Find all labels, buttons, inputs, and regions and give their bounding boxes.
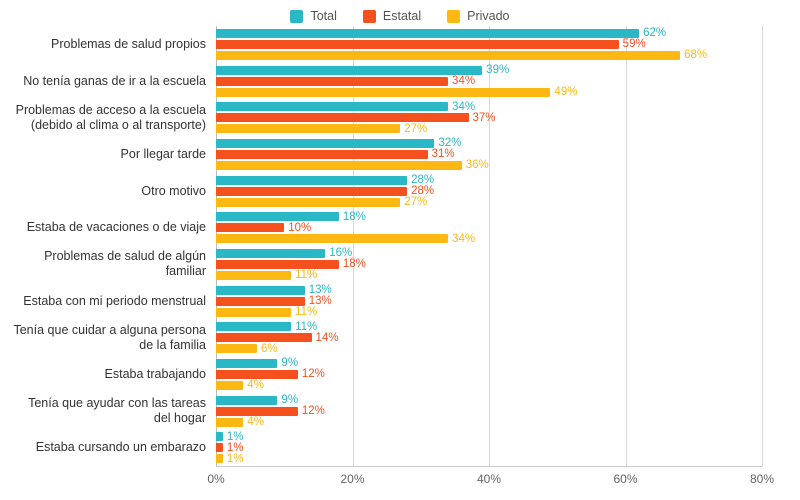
bar-value-label: 4% — [247, 379, 264, 392]
bar-value-label: 1% — [226, 430, 244, 443]
bar-value-label: 34% — [452, 75, 476, 87]
x-tick-label: 20% — [340, 472, 365, 486]
chart-legend — [0, 6, 800, 26]
bar-value-label: 59% — [622, 38, 646, 51]
category-label-line: Estaba trabajando — [104, 366, 206, 381]
bar-value-label: 27% — [404, 196, 428, 208]
gridline — [626, 26, 627, 466]
bar-value-label: 68% — [684, 49, 708, 62]
bar-privado[interactable] — [216, 161, 462, 170]
bar-privado[interactable] — [216, 51, 680, 60]
bar-estatal[interactable] — [216, 333, 312, 342]
bar-value-label: 32% — [438, 137, 462, 150]
bar-value-label: 36% — [465, 159, 489, 172]
category-label — [0, 184, 206, 199]
bar-estatal[interactable] — [216, 260, 339, 269]
x-axis-line — [216, 466, 762, 467]
legend-swatch-icon — [363, 10, 376, 23]
bar-total[interactable] — [216, 396, 277, 405]
bar-value-label: 12% — [301, 368, 325, 381]
bar-value-label: 1% — [226, 441, 244, 454]
category-label-line: Por llegar tarde — [120, 146, 206, 161]
bar-privado[interactable] — [216, 381, 243, 390]
bar-total[interactable] — [216, 286, 305, 295]
bar-total[interactable] — [216, 66, 482, 75]
bar-value-label: 9% — [281, 357, 299, 370]
legend-swatch-icon — [447, 10, 460, 23]
bar-total[interactable] — [216, 139, 434, 148]
bar-total[interactable] — [216, 212, 339, 221]
bar-value-label: 18% — [342, 258, 366, 271]
bar-value-label: 34% — [452, 100, 476, 113]
bar-estatal[interactable] — [216, 370, 298, 379]
category-label-line: Estaba de vacaciones o de viaje — [26, 220, 206, 235]
category-label-line: familiar — [165, 264, 206, 279]
category-label-line: Problemas de salud de algún — [44, 249, 206, 264]
legend-item-total[interactable] — [290, 9, 336, 23]
bar-value-label: 34% — [452, 232, 476, 245]
bar-value-label: 62% — [643, 27, 667, 40]
category-label — [0, 367, 206, 382]
bar-value-label: 28% — [411, 185, 435, 197]
bar-value-label: 10% — [288, 221, 312, 234]
bar-value-label: 1% — [226, 452, 244, 465]
category-label — [0, 74, 206, 89]
bar-value-label: 4% — [247, 416, 264, 428]
category-label — [0, 249, 206, 279]
category-label — [0, 220, 206, 235]
bar-total[interactable] — [216, 432, 223, 441]
bar-value-label: 12% — [301, 405, 325, 417]
bar-privado[interactable] — [216, 344, 257, 353]
bar-value-label: 37% — [472, 111, 496, 124]
bar-value-label: 28% — [411, 174, 435, 186]
bar-value-label: 27% — [404, 122, 428, 135]
bar-value-label: 39% — [486, 64, 510, 76]
bar-value-label: 31% — [431, 148, 455, 161]
bar-total[interactable] — [216, 249, 325, 258]
bar-privado[interactable] — [216, 198, 400, 207]
legend-swatch-icon — [290, 10, 303, 23]
category-label-line: No tenía ganas de ir a la escuela — [23, 73, 206, 88]
bar-privado[interactable] — [216, 124, 400, 133]
bar-total[interactable] — [216, 322, 291, 331]
legend-item-estatal[interactable] — [363, 9, 421, 23]
bar-value-label: 13% — [308, 284, 332, 296]
bar-estatal[interactable] — [216, 407, 298, 416]
bar-estatal[interactable] — [216, 77, 448, 86]
bar-total[interactable] — [216, 29, 639, 38]
bar-estatal[interactable] — [216, 187, 407, 196]
bar-estatal[interactable] — [216, 40, 619, 49]
gridline — [762, 26, 763, 466]
x-tick-label: 60% — [613, 472, 638, 486]
legend-item-label: Estatal — [382, 9, 422, 23]
legend-item-privado[interactable] — [447, 9, 509, 23]
category-label — [0, 147, 206, 162]
legend-item-label: Total — [310, 9, 337, 23]
category-label-line: Otro motivo — [141, 183, 206, 198]
category-label — [0, 396, 206, 426]
bar-estatal[interactable] — [216, 113, 469, 122]
category-label-line: (debido al clima o al transporte) — [30, 117, 206, 132]
category-label — [0, 294, 206, 309]
category-label-line: Estaba con mi periodo menstrual — [23, 293, 206, 308]
bar-value-label: 18% — [342, 210, 366, 223]
x-tick-label: 80% — [749, 472, 775, 486]
category-label — [0, 323, 206, 353]
plot-area — [216, 26, 762, 466]
bar-value-label: 11% — [295, 320, 318, 333]
x-tick-label: 40% — [476, 472, 502, 486]
bar-value-label: 11% — [295, 306, 318, 318]
bar-value-label: 11% — [295, 269, 318, 282]
bar-value-label: 16% — [329, 247, 353, 260]
bar-total[interactable] — [216, 359, 277, 368]
bar-value-label: 14% — [315, 331, 339, 344]
bar-privado[interactable] — [216, 271, 291, 280]
bar-estatal[interactable] — [216, 223, 284, 232]
bar-value-label: 49% — [554, 86, 578, 98]
x-tick-label: 0% — [207, 472, 225, 486]
category-label — [0, 37, 206, 52]
bar-privado[interactable] — [216, 308, 291, 317]
bar-total[interactable] — [216, 176, 407, 185]
bar-privado[interactable] — [216, 88, 550, 97]
bar-privado[interactable] — [216, 454, 223, 463]
bar-total[interactable] — [216, 102, 448, 111]
category-label-line: Problemas de acceso a la escuela — [15, 102, 206, 117]
bar-value-label: 9% — [281, 394, 299, 406]
bar-value-label: 13% — [308, 295, 332, 307]
bar-privado[interactable] — [216, 234, 448, 243]
category-label — [0, 440, 206, 455]
bar-privado[interactable] — [216, 418, 243, 427]
category-label-line: Tenía que ayudar con las tareas — [28, 396, 206, 410]
bar-estatal[interactable] — [216, 150, 428, 159]
category-label-line: de la familia — [139, 337, 206, 352]
category-label-line: Estaba cursando un embarazo — [35, 440, 206, 455]
category-label-line: Problemas de salud propios — [51, 36, 206, 51]
bar-estatal[interactable] — [216, 297, 305, 306]
bar-value-label: 6% — [260, 342, 278, 355]
bar-estatal[interactable] — [216, 443, 223, 452]
category-label-line: del hogar — [153, 411, 206, 425]
legend-item-label: Privado — [467, 9, 510, 23]
category-label-line: Tenía que cuidar a alguna persona — [13, 322, 206, 337]
category-label — [0, 103, 206, 133]
